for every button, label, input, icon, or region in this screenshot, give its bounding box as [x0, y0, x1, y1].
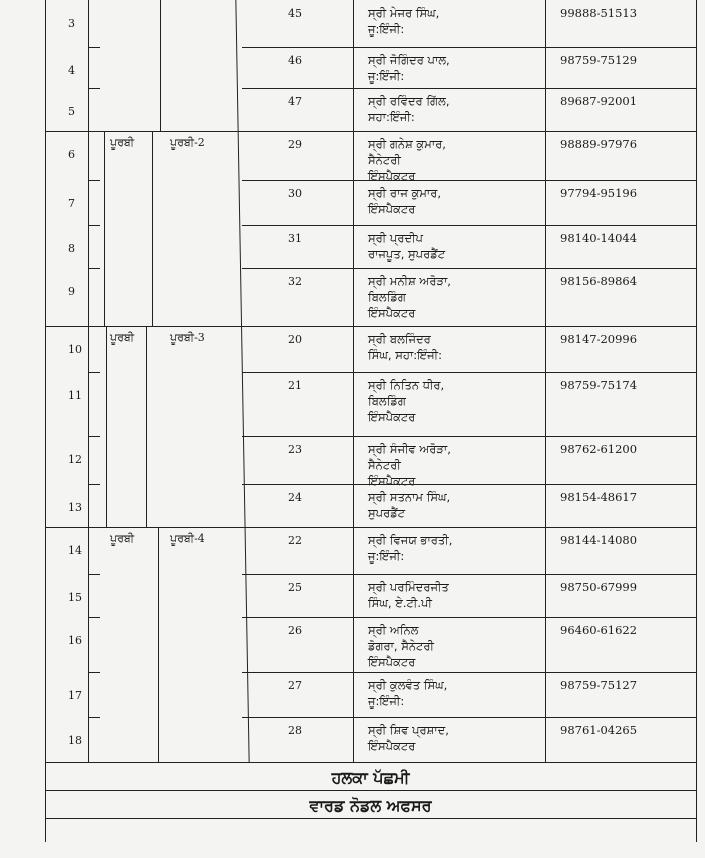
- row-line: [242, 268, 696, 269]
- col-divider-circle-g2: [152, 131, 153, 326]
- serial-number: 15: [68, 591, 82, 604]
- officer-name: ਸ੍ਰੀ ਰਾਜ ਕੁਮਾਰ, ਇੰਸਪੈਕਟਰ: [368, 186, 441, 216]
- row-line-sn: [88, 268, 100, 269]
- footer-bottom-line: [45, 818, 696, 819]
- col-divider-circle-g4: [158, 527, 159, 762]
- ward-number: 32: [288, 275, 302, 288]
- serial-number: 5: [68, 105, 75, 118]
- ward-number: 31: [288, 232, 302, 245]
- col-divider-name: [353, 0, 354, 762]
- row-line: [242, 88, 696, 89]
- serial-number: 13: [68, 501, 82, 514]
- row-line-sn: [88, 484, 100, 485]
- phone-number: 98759-75127: [560, 678, 638, 692]
- phone-number: 98147-20996: [560, 332, 638, 346]
- ward-number: 20: [288, 333, 302, 346]
- phone-number: 98140-14044: [560, 231, 638, 245]
- phone-number: 98762-61200: [560, 442, 638, 456]
- ward-number: 22: [288, 534, 302, 547]
- serial-number: 3: [68, 17, 75, 30]
- phone-number: 97794-95196: [560, 186, 638, 200]
- ward-number: 45: [288, 7, 302, 20]
- serial-number: 17: [68, 689, 82, 702]
- row-line: [242, 574, 696, 575]
- ward-number: 29: [288, 138, 302, 151]
- serial-number: 9: [68, 285, 75, 298]
- col-divider-circle-top: [160, 0, 161, 131]
- circle-label: ਪੂਰਬੀ-4: [170, 532, 205, 545]
- officer-name: ਸ੍ਰੀ ਅਨਿਲ ਡੋਗਰਾ, ਸੈਨੇਟਰੀ ਇੰਸਪੈਕਟਰ: [368, 623, 435, 669]
- row-line: [242, 484, 696, 485]
- phone-number: 96460-61622: [560, 623, 638, 637]
- phone-number: 98750-67999: [560, 580, 638, 594]
- serial-number: 8: [68, 242, 75, 255]
- ward-nodal-officer-heading: ਵਾਰਡ ਨੋਡਲ ਅਫਸਰ: [309, 796, 432, 815]
- row-line-sn: [88, 372, 100, 373]
- row-line-sn: [88, 436, 100, 437]
- group-line: [45, 326, 696, 327]
- footer-mid-line: [45, 790, 696, 791]
- ward-number: 28: [288, 724, 302, 737]
- table-bottom-line: [45, 762, 696, 763]
- row-line: [242, 617, 696, 618]
- row-line: [242, 436, 696, 437]
- officer-name: ਸ੍ਰੀ ਸਤਨਾਮ ਸਿੰਘ, ਸੁਪਰਡੈਂਟ: [368, 490, 451, 520]
- officer-name: ਸ੍ਰੀ ਬਲਜਿੰਦਰ ਸਿੰਘ, ਸਹਾ:ਇੰਜੀ:: [368, 332, 442, 362]
- serial-number: 7: [68, 197, 75, 210]
- officer-name: ਸ੍ਰੀ ਸ਼ਿਵ ਪ੍ਰਸ਼ਾਦ, ਇੰਸਪੈਕਟਰ: [368, 723, 449, 753]
- serial-number: 14: [68, 544, 82, 557]
- row-line-sn: [88, 717, 100, 718]
- phone-number: 98154-48617: [560, 490, 638, 504]
- col-divider-zone-g2: [104, 131, 105, 326]
- officer-name: ਸ੍ਰੀ ਰਵਿੰਦਰ ਗਿੱਲ, ਸਹਾ:ਇੰਜੀ:: [368, 94, 450, 124]
- ward-number: 47: [288, 95, 302, 108]
- phone-number: 98156-89864: [560, 274, 638, 288]
- phone-number: 98759-75174: [560, 378, 638, 392]
- group-line: [45, 527, 696, 528]
- officer-name: ਸ੍ਰੀ ਪ੍ਰਦੀਪ ਰਾਜਪੂਤ, ਸੁਪਰਡੈਂਟ: [368, 231, 446, 261]
- phone-number: 98759-75129: [560, 53, 638, 67]
- ward-number: 26: [288, 624, 302, 637]
- officer-name: ਸ੍ਰੀ ਸੰਜੀਵ ਅਰੋੜਾ, ਸੈਨੇਟਰੀ ਇੰਸਪੈਕਟਰ: [368, 442, 451, 488]
- ward-number: 25: [288, 581, 302, 594]
- row-line-sn: [88, 180, 100, 181]
- row-line: [242, 180, 696, 181]
- officer-name: ਸ੍ਰੀ ਨਿਤਿਨ ਧੀਰ, ਬਿਲਡਿੰਗ ਇੰਸਪੈਕਟਰ: [368, 378, 445, 424]
- serial-number: 18: [68, 734, 82, 747]
- zone-label: ਪੂਰਬੀ: [110, 136, 135, 149]
- col-divider-zone-g3: [106, 326, 107, 527]
- zone-label: ਪੂਰਬੀ: [110, 532, 135, 545]
- constituency-heading: ਹਲਕਾ ਪੱਛਮੀ: [331, 768, 410, 787]
- serial-number: 6: [68, 148, 75, 161]
- border-right: [696, 0, 697, 842]
- row-line-sn: [88, 225, 100, 226]
- row-line-sn: [88, 574, 100, 575]
- row-line: [242, 672, 696, 673]
- ward-number: 30: [288, 187, 302, 200]
- serial-number: 11: [68, 389, 82, 402]
- serial-number: 4: [68, 64, 75, 77]
- zone-label: ਪੂਰਬੀ: [110, 331, 135, 344]
- ward-number: 46: [288, 54, 302, 67]
- row-line: [242, 225, 696, 226]
- officer-name: ਸ੍ਰੀ ਮੇਜਰ ਸਿੰਘ, ਜੂ:ਇੰਜੀ:: [368, 6, 440, 36]
- group-line: [45, 131, 696, 132]
- phone-number: 98144-14080: [560, 533, 638, 547]
- ward-number: 24: [288, 491, 302, 504]
- ward-number: 21: [288, 379, 302, 392]
- col-divider-circle-g3: [146, 326, 147, 527]
- serial-number: 16: [68, 634, 82, 647]
- col-divider-phone: [545, 0, 546, 762]
- row-line-sn: [88, 672, 100, 673]
- row-line-sn: [88, 88, 100, 89]
- row-line: [242, 47, 696, 48]
- officer-name: ਸ੍ਰੀ ਜੋਗਿੰਦਰ ਪਾਲ, ਜੂ:ਇੰਜੀ:: [368, 53, 450, 83]
- officer-name: ਸ੍ਰੀ ਕੁਲਵੰਤ ਸਿੰਘ, ਜੂ:ਇੰਜੀ:: [368, 678, 448, 708]
- ward-number: 23: [288, 443, 302, 456]
- row-line: [242, 717, 696, 718]
- serial-number: 12: [68, 453, 82, 466]
- phone-number: 98889-97976: [560, 137, 638, 151]
- row-line-sn: [88, 617, 100, 618]
- row-line: [242, 372, 696, 373]
- col-divider-sn: [88, 0, 89, 762]
- phone-number: 98761-04265: [560, 723, 638, 737]
- officer-name: ਸ੍ਰੀ ਗਨੇਸ਼ ਕੁਮਾਰ, ਸੈਨੇਟਰੀ ਇੰਸਪੈਕਟਰ: [368, 137, 446, 183]
- officer-name: ਸ੍ਰੀ ਮਨੀਸ਼ ਅਰੋੜਾ, ਬਿਲਡਿੰਗ ਇੰਸਪੈਕਟਰ: [368, 274, 451, 320]
- officer-name: ਸ੍ਰੀ ਪਰਮਿੰਦਰਜੀਤ ਸਿੰਘ, ਏ.ਟੀ.ਪੀ: [368, 580, 449, 610]
- col-divider-ward: [235, 0, 249, 762]
- phone-number: 89687-92001: [560, 94, 638, 108]
- ward-number: 27: [288, 679, 302, 692]
- serial-number: 10: [68, 343, 82, 356]
- row-line-sn: [88, 47, 100, 48]
- officer-name: ਸ੍ਰੀ ਵਿਜਯ ਭਾਰਤੀ, ਜੂ:ਇੰਜੀ:: [368, 533, 453, 563]
- border-left: [45, 0, 46, 842]
- phone-number: 99888-51513: [560, 6, 638, 20]
- circle-label: ਪੂਰਬੀ-2: [170, 136, 205, 149]
- circle-label: ਪੂਰਬੀ-3: [170, 331, 205, 344]
